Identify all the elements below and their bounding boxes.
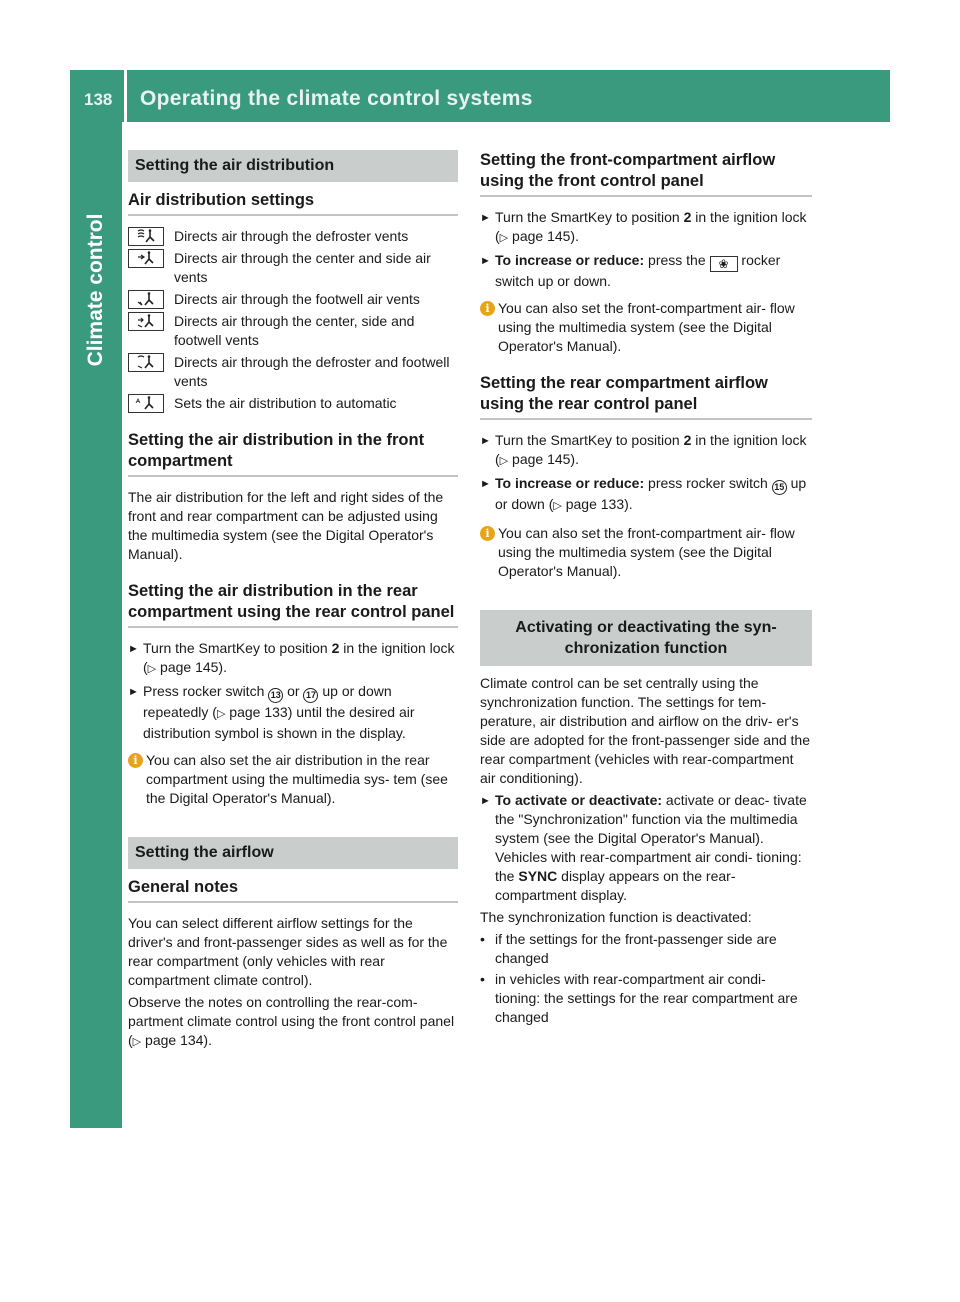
- info-icon: i: [480, 301, 495, 316]
- general-notes-paragraph-2: Observe the notes on controlling the rear-com- partment climate control using the front control panel (▷ page 134).: [128, 994, 455, 1048]
- step-arrow-icon: ►: [480, 255, 491, 267]
- symbol-row: [128, 249, 458, 287]
- step-arrow-icon: ►: [480, 478, 491, 490]
- instruction-step: ► Turn the SmartKey to position 2 in the ignition lock (▷ page 145).: [480, 208, 812, 248]
- page-ref-icon: ▷: [499, 455, 509, 467]
- instruction-step: ► To increase or reduce: press the ❀ rocker switch up or down.: [480, 252, 781, 289]
- center-side-footwell-vent-icon: [128, 312, 164, 331]
- step-arrow-icon: ►: [128, 686, 139, 698]
- bullet-icon: •: [480, 971, 485, 987]
- subheading-rear-compartment: Setting the air distribution in the rear compartment using the rear control panel: [128, 581, 458, 628]
- section-banner-air-distribution: Setting the air distribution: [128, 150, 458, 182]
- info-note: i You can also set the air distribution in the rear compartment using the multimedia sys- tem (see the Digital Operator's Manual).: [128, 751, 458, 808]
- info-note: i You can also set the front-compartment air- flow using the multimedia system (see the Digital Operator's Manual).: [480, 299, 812, 356]
- page-reference-link[interactable]: page 145).: [512, 451, 579, 467]
- defroster-vent-icon: [128, 227, 164, 246]
- defroster-footwell-vent-icon: [128, 353, 164, 372]
- symbol-row: [128, 353, 458, 391]
- bullet-icon: •: [480, 931, 485, 947]
- page-ref-icon: ▷: [147, 663, 157, 675]
- front-compartment-paragraph: The air distribution for the left and right sides of the front and rear compartment can be adjusted using the multimedia system (see the Digital Operator's Manual).: [128, 489, 444, 562]
- page-reference-link[interactable]: page 133).: [565, 496, 633, 512]
- page-reference-link[interactable]: page 134).: [145, 1032, 212, 1048]
- auto-distribution-icon: [128, 394, 164, 413]
- footwell-vent-icon: [128, 290, 164, 309]
- deactivated-intro: The synchronization function is deactivated:: [480, 909, 752, 925]
- symbol-description: Directs air through the footwell air vents: [174, 291, 420, 307]
- page-reference-link[interactable]: page 145).: [512, 228, 579, 244]
- instruction-step: ► Press rocker switch 13 or 17 up or down repeatedly (▷ page 133) until the desired air distribution symbol is shown in the display.: [128, 683, 415, 741]
- fan-rocker-switch-icon: ❀: [710, 256, 738, 272]
- general-notes-paragraph: You can select different airflow settings for the driver's and front-passenger sides as well as for the rear compartment (only vehicles with rear compartment climate control).: [128, 915, 448, 988]
- symbol-description: Directs air through the defroster vents: [174, 228, 409, 244]
- page-number: 138: [84, 90, 113, 109]
- symbol-description: Directs air through the center and side air vents: [174, 250, 431, 285]
- step-arrow-icon: ►: [128, 643, 139, 655]
- info-icon: i: [128, 753, 143, 768]
- page-ref-icon: ▷: [216, 708, 226, 720]
- instruction-step: ► To activate or deactivate: activate or deac- tivate the "Synchronization" function via the multimedia system (see the Digital Operator's Manual). Vehicles with rear-compartment air condi- tioning: the SYNC display appears on the rear-compartment display.: [480, 792, 807, 903]
- symbol-description: Directs air through the center, side and footwell vents: [174, 313, 415, 348]
- page-reference-link[interactable]: page 133) until the desired air distribution symbol is shown in the display.: [143, 704, 415, 741]
- subheading-front-airflow: Setting the front-compartment airflow using the front control panel: [480, 150, 812, 197]
- section-banner-airflow: Setting the airflow: [128, 837, 458, 869]
- info-note: i You can also set the front-compartment air- flow using the multimedia system (see the Digital Operator's Manual).: [480, 524, 812, 581]
- step-arrow-icon: ►: [480, 435, 491, 447]
- instruction-step: ► To increase or reduce: press rocker switch 15 up or down (▷ page 133).: [480, 474, 812, 516]
- page-ref-icon: ▷: [499, 232, 509, 244]
- page-ref-icon: ▷: [553, 500, 562, 512]
- list-item: • in vehicles with rear-compartment air condi- tioning: the settings for the rear compartment are changed: [480, 971, 798, 1025]
- header-divider: [124, 70, 127, 122]
- page-title: Operating the climate control systems: [140, 87, 533, 110]
- center-side-vent-icon: [128, 249, 164, 268]
- side-tab-label: Climate control: [84, 213, 107, 367]
- instruction-step: ► Turn the SmartKey to position 2 in the ignition lock (▷ page 145).: [128, 639, 458, 679]
- subheading-rear-airflow: Setting the rear compartment airflow using the rear control panel: [480, 373, 812, 420]
- page-ref-icon: ▷: [132, 1036, 142, 1048]
- page-reference-link[interactable]: page 145).: [160, 659, 227, 675]
- section-banner-synchronization: Activating or deactivating the syn- chronization function: [480, 610, 812, 666]
- info-icon: i: [480, 526, 495, 541]
- symbol-description: Sets the air distribution to automatic: [174, 395, 397, 411]
- symbol-row: [128, 312, 458, 350]
- instruction-step: ► Turn the SmartKey to position 2 in the ignition lock (▷ page 145).: [480, 431, 812, 471]
- rocker-switch-15-icon: 15: [772, 480, 787, 495]
- subheading-front-compartment: Setting the air distribution in the front compartment: [128, 430, 458, 477]
- rocker-switch-13-icon: 13: [268, 688, 283, 703]
- rocker-switch-17-icon: 17: [303, 688, 318, 703]
- step-arrow-icon: ►: [480, 212, 491, 224]
- list-item: • if the settings for the front-passenger side are changed: [480, 931, 777, 966]
- subheading-air-distribution-settings: Air distribution settings: [128, 190, 458, 216]
- symbol-row: [128, 290, 458, 309]
- subheading-general-notes: General notes: [128, 877, 458, 903]
- left-column: [128, 150, 458, 1055]
- symbol-row: [128, 227, 458, 246]
- synchronization-paragraph: Climate control can be set centrally using the synchronization function. The settings for tem- perature, air distribution and airflow on the driv- er's side are adopted for the front-passenger side and the rear compartment (vehicles with rear-compartment air conditioning).: [480, 675, 810, 786]
- symbol-description: Directs air through the defroster and footwell vents: [174, 354, 450, 389]
- right-column: [480, 150, 812, 1029]
- step-arrow-icon: ►: [480, 795, 491, 807]
- symbol-row: [128, 394, 458, 413]
